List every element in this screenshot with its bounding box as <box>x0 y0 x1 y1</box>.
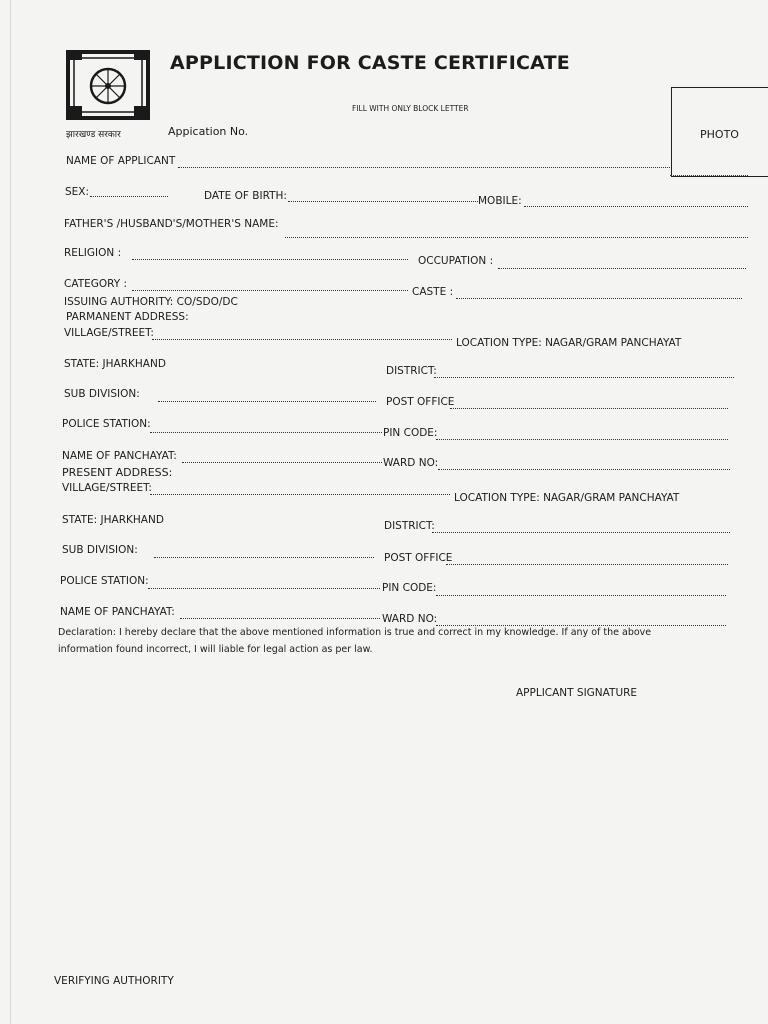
permanent-state: STATE: JHARKHAND <box>64 358 166 370</box>
permanent-subdivision-label: SUB DIVISION: <box>64 388 140 400</box>
permanent-panchayat-label: NAME OF PANCHAYAT: <box>62 450 177 462</box>
present-pin-field[interactable] <box>436 595 726 596</box>
permanent-post-office-label: POST OFFICE <box>386 396 455 408</box>
permanent-district-field[interactable] <box>434 377 734 378</box>
issuing-authority-text: ISSUING AUTHORITY: CO/SDO/DC <box>64 296 238 308</box>
present-police-station-label: POLICE STATION: <box>60 575 149 587</box>
name-field-continuation <box>670 175 748 176</box>
present-panchayat-field[interactable] <box>180 618 380 619</box>
present-district-field[interactable] <box>432 532 730 533</box>
present-subdivision-field[interactable] <box>154 557 374 558</box>
occupation-label: OCCUPATION : <box>418 255 494 267</box>
sex-field[interactable] <box>90 196 168 197</box>
permanent-police-station-label: POLICE STATION: <box>62 418 151 430</box>
permanent-subdivision-field[interactable] <box>158 401 376 402</box>
permanent-address-heading: PARMANENT ADDRESS: <box>66 311 189 323</box>
declaration-line-1: Declaration: I hereby declare that the above mentioned information is true and correct in my knowledge. If any of the above <box>58 627 652 638</box>
caste-field[interactable] <box>456 298 742 299</box>
permanent-ward-label: WARD NO: <box>383 457 439 469</box>
page-edge <box>10 0 11 1024</box>
present-subdivision-label: SUB DIVISION: <box>62 544 138 556</box>
sex-label: SEX: <box>65 186 90 198</box>
present-district-label: DISTRICT: <box>384 520 435 532</box>
permanent-pin-label: PIN CODE: <box>383 427 438 439</box>
present-post-office-label: POST OFFICE <box>384 552 453 564</box>
present-panchayat-label: NAME OF PANCHAYAT: <box>60 606 175 618</box>
category-field[interactable] <box>132 290 408 291</box>
present-address-heading: PRESENT ADDRESS: <box>62 466 173 479</box>
occupation-field[interactable] <box>498 268 746 269</box>
form-title: APPLICTION FOR CASTE CERTIFICATE <box>170 52 570 74</box>
present-location-type: LOCATION TYPE: NAGAR/GRAM PANCHAYAT <box>454 492 680 504</box>
applicant-signature-label: APPLICANT SIGNATURE <box>516 687 638 699</box>
emblem-caption: झारखण्ड सरकार <box>66 130 121 140</box>
permanent-district-label: DISTRICT: <box>386 365 437 377</box>
caste-label: CASTE : <box>412 286 454 298</box>
category-label: CATEGORY : <box>64 278 128 290</box>
permanent-post-office-field[interactable] <box>450 408 728 409</box>
present-state: STATE: JHARKHAND <box>62 514 164 526</box>
permanent-pin-field[interactable] <box>436 439 728 440</box>
declaration-line-2: information found incorrect, I will liable for legal action as per law. <box>58 644 373 655</box>
jharkhand-emblem-icon <box>64 46 152 126</box>
religion-field[interactable] <box>132 259 408 260</box>
religion-label: RELIGION : <box>64 247 122 259</box>
name-of-applicant-field[interactable] <box>178 167 670 168</box>
parent-name-label: FATHER'S /HUSBAND'S/MOTHER'S NAME: <box>64 218 279 230</box>
mobile-field[interactable] <box>524 206 748 207</box>
present-ward-label: WARD NO: <box>382 613 438 625</box>
present-post-office-field[interactable] <box>446 564 728 565</box>
permanent-panchayat-field[interactable] <box>182 462 382 463</box>
verifying-authority-label: VERIFYING AUTHORITY <box>54 975 174 987</box>
permanent-location-type: LOCATION TYPE: NAGAR/GRAM PANCHAYAT <box>456 337 682 349</box>
instruction-text: FILL WITH ONLY BLOCK LETTER <box>352 104 469 113</box>
present-village-field[interactable] <box>150 494 450 495</box>
application-no-label: Appication No. <box>168 125 249 138</box>
dob-label: DATE OF BIRTH: <box>204 190 287 202</box>
present-police-station-field[interactable] <box>148 588 380 589</box>
permanent-ward-field[interactable] <box>438 469 730 470</box>
photo-label: PHOTO <box>700 128 739 141</box>
dob-field[interactable] <box>288 201 478 202</box>
mobile-label: MOBILE: <box>478 195 522 207</box>
present-village-label: VILLAGE/STREET: <box>62 482 152 494</box>
parent-name-field[interactable] <box>285 237 748 238</box>
present-pin-label: PIN CODE: <box>382 582 437 594</box>
name-of-applicant-label: NAME OF APPLICANT <box>66 155 176 167</box>
permanent-police-station-field[interactable] <box>150 432 382 433</box>
permanent-village-label: VILLAGE/STREET: <box>64 327 154 339</box>
permanent-village-field[interactable] <box>152 339 452 340</box>
